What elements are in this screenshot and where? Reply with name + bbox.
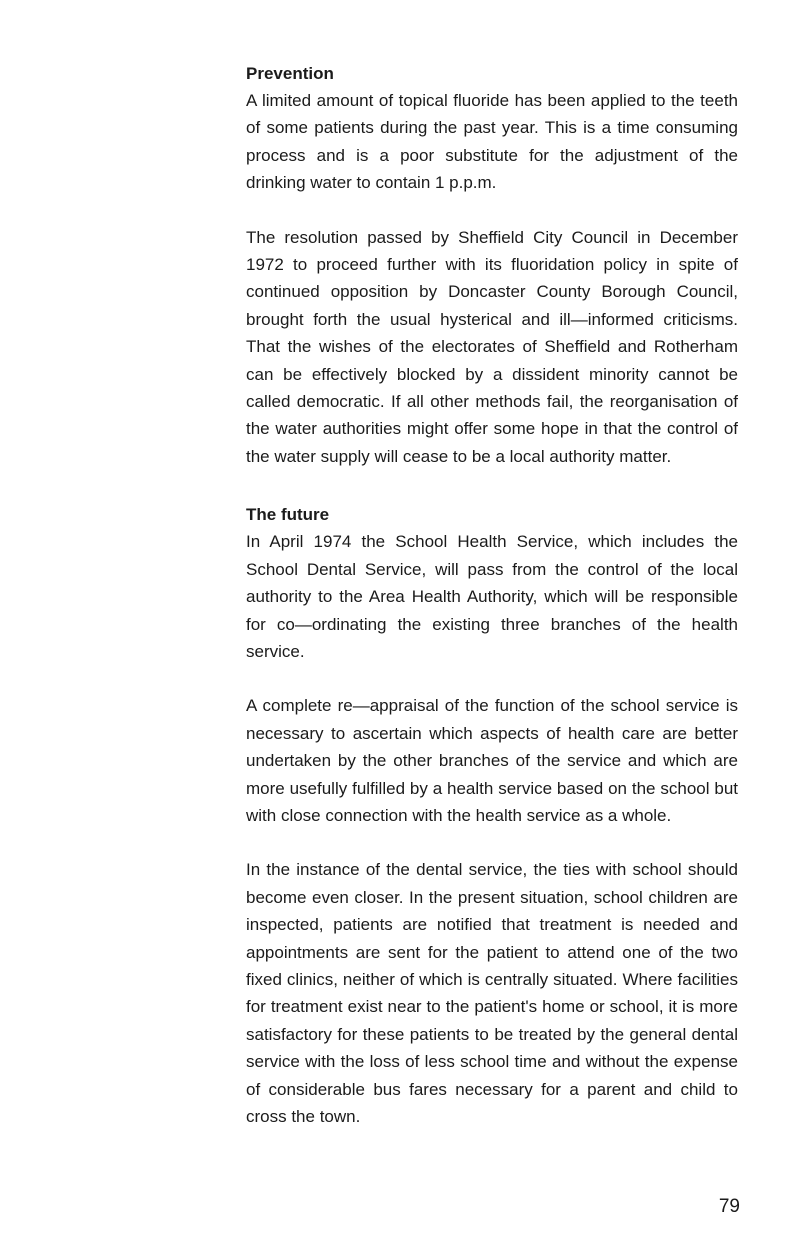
paragraph-dental-service-ties: In the instance of the dental service, the ties with school should become even closer. In the present situation, school children are inspected, patients are notified that treatment is needed and appointments are sent for the patient to attend one of the two fixed clinics, neither of which is centrally situated. Where facilities for treatment exist near to the patient's home or school, it is more satisfactory for these patients to be treated by the general dental service with the loss of less school time and without the expense of considerable bus fares necessary for a parent and child to cross the town. — [246, 860, 738, 1126]
page-number: 79 — [718, 1196, 740, 1217]
section-heading-prevention: Prevention — [246, 64, 334, 83]
paragraph-reappraisal: A complete re—appraisal of the function of the school service is necessary to ascertain which aspects of health care are better undertaken by the other branches of the service and which are more usefully fulfilled by a health service based on the school but with close connection with the health service as a whole. — [246, 696, 738, 825]
paragraph-school-health-service: In April 1974 the School Health Service, which includes the School Dental Service, will pass from the control of the local authority to the Area Health Authority, which will be responsible for co—ordinating the existing three branches of the health service. — [246, 532, 738, 661]
document-page — [246, 60, 738, 1130]
paragraph-topical-fluoride: A limited amount of topical fluoride has been applied to the teeth of some patients during the past year. This is a time consuming process and is a poor substitute for the adjustment of the drinking water to contain 1 p.p.m. — [246, 91, 738, 193]
paragraph-fluoridation-resolution: The resolution passed by Sheffield City Council in December 1972 to proceed further with its fluoridation policy in spite of continued opposition by Doncaster County Borough Council, brought forth the usual hysterical and ill—informed criticisms. That the wishes of the electorates of Sheffield and Rotherham can be effectively blocked by a dissident minority cannot be called democratic. If all other methods fail, the reorganisation of the water authorities might offer some hope in that the control of the water supply will cease to be a local authority matter. — [246, 227, 738, 466]
section-the-future — [246, 501, 738, 1130]
section-heading-the-future: The future — [246, 505, 330, 525]
section-prevention — [246, 60, 738, 470]
